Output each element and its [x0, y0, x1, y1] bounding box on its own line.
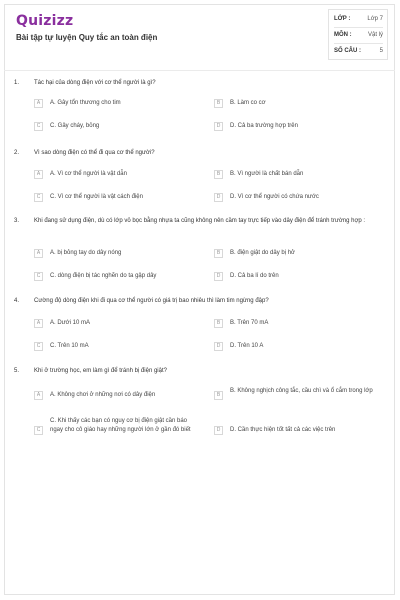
- option-letter-box: C: [34, 193, 43, 202]
- option-letter-box: B: [214, 99, 223, 108]
- option-letter-box: B: [214, 319, 223, 328]
- option-letter-box: D: [214, 342, 223, 351]
- question-text: Cường độ dòng điện khi đi qua cơ thể người có giá trị bao nhiêu thì làm tim ngừng đập?: [34, 298, 269, 304]
- option-text: A. Gây tổn thương cho tim: [50, 100, 121, 106]
- option-letter-box: B: [214, 249, 223, 258]
- option-text: C. dòng điện bị tác nghẽn do ta gập dây: [50, 273, 157, 279]
- meta-box: [328, 9, 388, 60]
- option-letter-box: A: [34, 170, 43, 179]
- meta-label: SỐ CÂU :: [334, 48, 361, 54]
- option-text: B. Trên 70 mA: [230, 320, 269, 326]
- option-text: B. Không nghịch công tắc, cầu chì và ổ cắm trong lớp: [230, 388, 373, 394]
- option-letter-box: C: [34, 426, 43, 435]
- option-text: A. Dưới 10 mA: [50, 320, 90, 326]
- option-letter-box: B: [214, 170, 223, 179]
- option-text: A. bị bỏng tay do dây nóng: [50, 250, 122, 256]
- meta-row-subject: [334, 28, 383, 42]
- meta-value: Lớp 7: [367, 16, 383, 22]
- meta-label: LỚP :: [334, 16, 351, 22]
- option-text: A. Vì cơ thể người là vật dẫn: [50, 171, 127, 177]
- option-letter-box: D: [214, 122, 223, 131]
- option-text: C. Gây cháy, bỏng: [50, 123, 100, 129]
- option-letter-box: D: [214, 193, 223, 202]
- question-number: 4.: [14, 298, 20, 304]
- option-letter-box: C: [34, 122, 43, 131]
- quizizz-logo: Quizizz: [16, 13, 74, 29]
- option-text: B. Làm co cơ: [230, 100, 266, 106]
- option-text: D. Vì cơ thể người có chứa nước: [230, 194, 319, 200]
- meta-label: MÔN :: [334, 32, 352, 38]
- option-text: C. Khi thấy các bạn có nguy cơ bị điện giật cần báo ngay cho cô giáo hay những người lớn ở gần đó biết: [50, 418, 191, 433]
- option-text: D. Cả ba lí do trên: [230, 273, 279, 279]
- option-text: D. Cả ba trường hợp trên: [230, 123, 298, 129]
- question-number: 5.: [14, 368, 20, 374]
- option-letter-box: D: [214, 426, 223, 435]
- option-text: C. Trên 10 mA: [50, 343, 89, 349]
- header-divider: [4, 70, 395, 71]
- option-letter-box: A: [34, 319, 43, 328]
- question-text: Khi đang sử dụng điện, dù có lớp vỏ bọc bằng nhựa ta cũng không nên cầm tay trực tiếp vào dây điện để tránh trường hợp :: [34, 218, 366, 224]
- option-text: B. Vì người là chất bán dẫn: [230, 171, 304, 177]
- option-text: C. Vì cơ thể người là vật cách điện: [50, 194, 143, 200]
- meta-value: 5: [379, 48, 383, 54]
- option-letter-box: A: [34, 391, 43, 400]
- option-letter-box: D: [214, 272, 223, 281]
- meta-value: Vật lý: [367, 32, 383, 38]
- option-letter-box: C: [34, 342, 43, 351]
- option-text: D. Trên 10 A: [230, 343, 264, 349]
- question-text: Tác hại của dòng điện với cơ thể người là gì?: [34, 80, 156, 86]
- page-title: Bài tập tự luyện Quy tắc an toàn điện: [16, 33, 158, 42]
- question-text: Vì sao dòng điện có thể đi qua cơ thể người?: [34, 150, 155, 156]
- option-text: A. Không chơi ở những nơi có dây điện: [50, 392, 156, 398]
- option-letter-box: A: [34, 99, 43, 108]
- question-number: 1.: [14, 80, 20, 86]
- option-text: D. Cần thực hiện tốt tất cả các việc trên: [230, 427, 336, 433]
- question-text: Khi ở trường học, em làm gì để tránh bị điện giật?: [34, 368, 167, 374]
- option-letter-box: B: [214, 391, 223, 400]
- option-letter-box: C: [34, 272, 43, 281]
- meta-row-class: [334, 12, 383, 26]
- option-letter-box: A: [34, 249, 43, 258]
- question-number: 2.: [14, 150, 20, 156]
- meta-row-count: [334, 44, 383, 58]
- option-text: B. điện giật do dây bị hở: [230, 250, 295, 256]
- question-number: 3.: [14, 218, 20, 224]
